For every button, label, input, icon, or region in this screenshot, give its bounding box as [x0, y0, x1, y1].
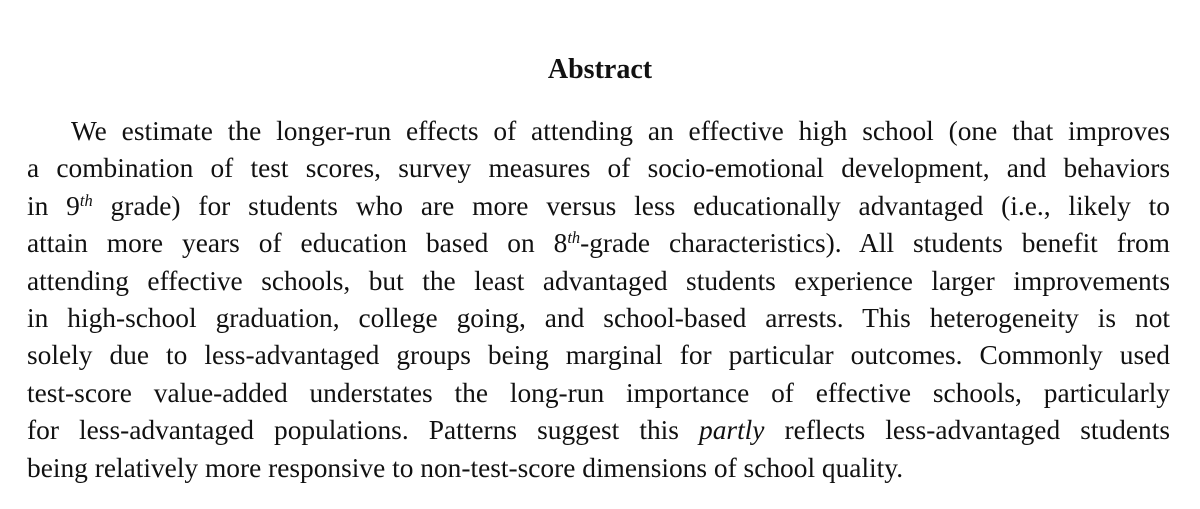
abstract-line-5: attending effective schools, but the least advantaged students experience larger improvements: [27, 265, 1170, 296]
ninth-superscript: th: [79, 190, 93, 210]
abstract-line-9: [27, 412, 1170, 449]
abstract-line-9-text-b: reflects less-advantaged students: [764, 415, 1170, 446]
abstract-line-6: in high-school graduation, college going, and school-based arrests. This heterogeneity is not: [27, 302, 1170, 333]
abstract-line-2: a combination of test scores, survey measures of socio-emotional development, and behaviors: [27, 153, 1170, 184]
abstract-line-4-text-a: attain more years of education based on 8: [27, 228, 568, 259]
abstract-heading: Abstract: [547, 54, 653, 85]
abstract-line-8: test-score value-added understates the long-run importance of effective schools, particularly: [27, 377, 1170, 408]
abstract-line-1: We estimate the longer-run effects of attending an effective high school (one that improves: [71, 116, 1170, 146]
partly-emphasis: partly: [699, 415, 765, 446]
abstract-body: [27, 113, 1170, 487]
abstract-line-3-text-b: grade) for students who are more versus less educationally advantaged (i.e., likely to: [92, 190, 1170, 221]
abstract-line-9-text-a: for less-advantaged populations. Patterns suggest this: [27, 415, 700, 446]
abstract-line-3-text-a: in 9: [27, 190, 80, 221]
eighth-superscript: th: [567, 228, 581, 248]
abstract-line-4-text-b: -grade characteristics). All students benefit from: [580, 228, 1170, 259]
abstract-line-3: [27, 188, 1170, 225]
abstract-line-7: solely due to less-advantaged groups being marginal for particular outcomes. Commonly used: [27, 340, 1170, 371]
abstract-line-4: [27, 225, 1170, 262]
abstract-line-10: being relatively more responsive to non-test-score dimensions of school quality.: [27, 452, 904, 483]
